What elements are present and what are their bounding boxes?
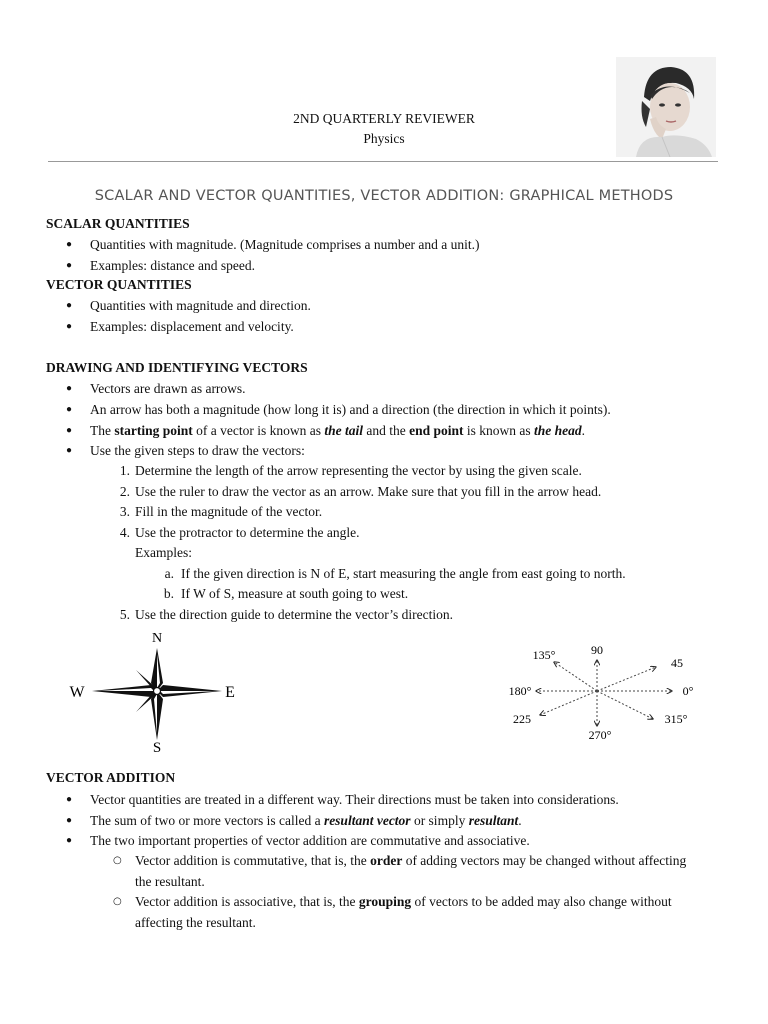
text-run: . [518, 813, 522, 828]
scalar-heading: SCALAR QUANTITIES [46, 216, 190, 231]
addition-subitem-commutative [135, 851, 705, 892]
bullet-icon: ● [66, 239, 73, 250]
drawing-item: Vectors are drawn as arrows. [90, 381, 246, 396]
bullet-icon: ● [66, 260, 73, 271]
step-text: Use the protractor to determine the angle. [135, 525, 360, 540]
text-run: . [581, 423, 586, 438]
bold-term: starting point [114, 423, 193, 438]
drawing-item: An arrow has both a magnitude (how long it is) and a direction (the direction in which it points). [90, 402, 611, 417]
text-run: or simply [410, 813, 469, 828]
document-subject: Physics [363, 131, 405, 146]
angle-90-label: 90 [591, 643, 603, 657]
step-number: 4. [119, 525, 130, 540]
direction-guide [500, 640, 710, 745]
vector-item: Examples: displacement and velocity. [90, 319, 294, 334]
step-text: Determine the length of the arrow representing the vector by using the given scale. [135, 463, 582, 478]
example-text: If W of S, measure at south going to west. [181, 586, 409, 601]
addition-item: Vector quantities are treated in a different way. Their directions must be taken into considerations. [90, 792, 619, 807]
scalar-item: Examples: distance and speed. [90, 258, 255, 273]
text-run: The [90, 423, 115, 438]
compass-rose [60, 628, 250, 758]
portrait-photo [616, 57, 716, 157]
step-number: 5. [119, 607, 130, 622]
bullet-icon: ● [66, 300, 73, 311]
text-run: of adding vectors may be changed without affecting the resultant. [135, 853, 687, 889]
arrow-45 [597, 667, 656, 691]
bullet-icon: ● [66, 815, 73, 826]
bullet-icon: ● [66, 445, 73, 456]
angle-315-label: 315° [664, 712, 688, 726]
bold-term: end point [409, 423, 464, 438]
bold-italic-term: resultant [468, 813, 519, 828]
hollow-bullet-icon: ○ [113, 896, 122, 907]
drawing-item-tail-head [90, 421, 585, 441]
hollow-bullet-icon: ○ [113, 855, 122, 866]
compass-s-label: S [152, 740, 162, 756]
document-title: 2ND QUARTERLY REVIEWER [293, 111, 475, 126]
angle-45-label: 45 [671, 656, 683, 670]
bullet-icon: ● [66, 425, 73, 436]
addition-item-resultant [90, 811, 522, 831]
main-heading: SCALAR AND VECTOR QUANTITIES, VECTOR ADDITION: GRAPHICAL METHODS [94, 188, 674, 204]
addition-item: The two important properties of vector addition are commutative and associative. [90, 833, 530, 848]
drawing-heading: DRAWING AND IDENTIFYING VECTORS [46, 360, 308, 375]
drawing-item: Use the given steps to draw the vectors: [90, 443, 305, 458]
step-text: Use the direction guide to determine the vector’s direction. [135, 607, 454, 622]
text-run: of vectors to be added may also change without affecting the resultant. [135, 894, 672, 930]
scalar-item: Quantities with magnitude. (Magnitude comprises a number and a unit.) [90, 237, 480, 252]
angle-225-label: 225 [513, 712, 531, 726]
bold-term: order [370, 853, 403, 868]
portrait-photo-drawing [616, 57, 716, 157]
text-run: Vector addition is associative, that is, the [135, 894, 359, 909]
bullet-icon: ● [66, 404, 73, 415]
angle-270-label: 270° [588, 728, 612, 742]
bullet-icon: ● [66, 835, 73, 846]
arrow-225 [540, 691, 597, 715]
bullet-icon: ● [66, 321, 73, 332]
bold-italic-term: the head [534, 423, 582, 438]
text-run: The sum of two or more vectors is called a [90, 813, 324, 828]
bullet-icon: ● [66, 794, 73, 805]
compass-w-label: W [69, 684, 85, 701]
bold-italic-term: resultant vector [323, 813, 411, 828]
angle-0-label: 0° [682, 684, 694, 698]
text-run: is known as [463, 423, 535, 438]
arrow-315 [597, 691, 653, 719]
bold-italic-term: the tail [324, 423, 363, 438]
text-run: and the [363, 423, 410, 438]
vector-heading: VECTOR QUANTITIES [46, 277, 192, 292]
text-run: Vector addition is commutative, that is, the [135, 853, 371, 868]
compass-e-label: E [225, 684, 235, 701]
header-divider [48, 161, 718, 162]
example-letter: b. [163, 586, 174, 601]
example-letter: a. [164, 566, 174, 581]
step-text: Use the ruler to draw the vector as an arrow. Make sure that you fill in the arrow head. [135, 484, 602, 499]
angle-135-label: 135° [532, 648, 556, 662]
addition-subitem-associative [135, 892, 705, 933]
compass-n-label: N [151, 631, 163, 646]
addition-heading: VECTOR ADDITION [46, 770, 176, 785]
step-number: 3. [119, 504, 130, 519]
text-run: of a vector is known as [192, 423, 325, 438]
bold-term: grouping [358, 894, 412, 909]
step-text: Fill in the magnitude of the vector. [135, 504, 323, 519]
bullet-icon: ● [66, 383, 73, 394]
examples-label: Examples: [135, 545, 192, 560]
vector-item: Quantities with magnitude and direction. [90, 298, 311, 313]
step-number: 1. [119, 463, 130, 478]
step-number: 2. [119, 484, 130, 499]
example-text: If the given direction is N of E, start measuring the angle from east going to north. [181, 566, 626, 581]
angle-180-label: 180° [508, 684, 532, 698]
arrow-135 [554, 662, 597, 691]
